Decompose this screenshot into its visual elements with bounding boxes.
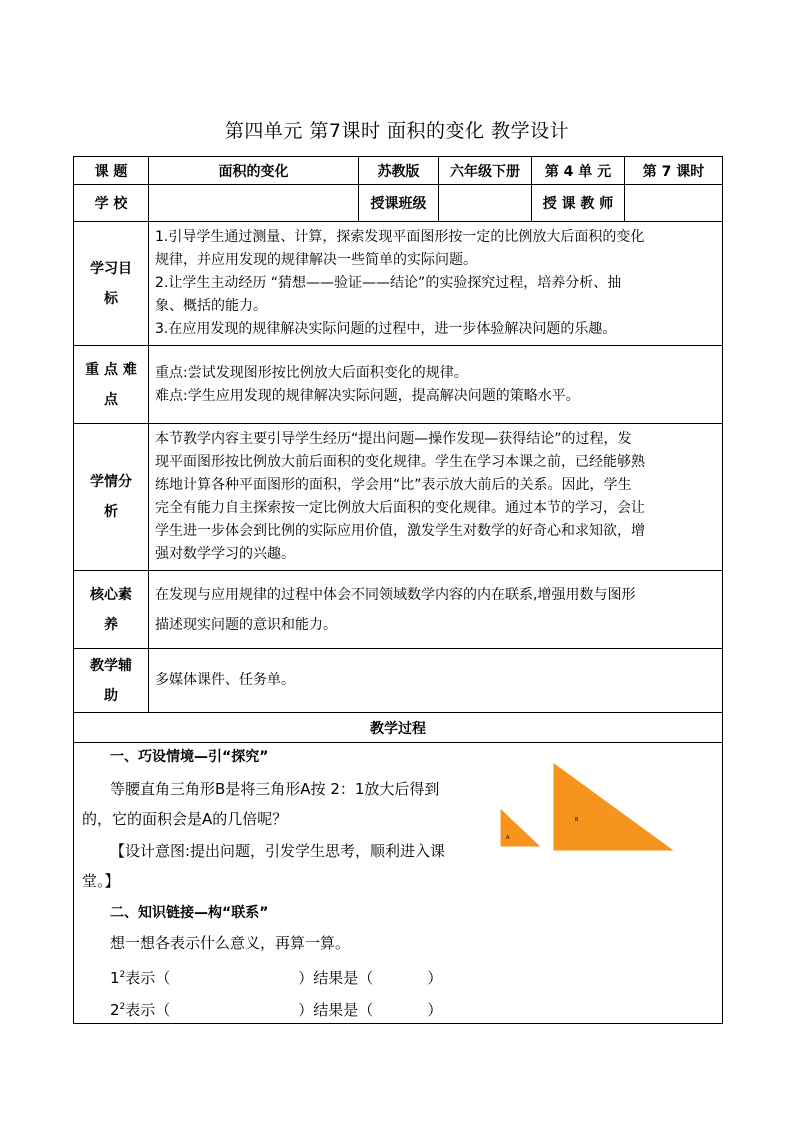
section1-question-line1: 等腰直角三角形B是将三角形A按 2：1放大后得到	[110, 780, 440, 798]
row-key-points	[74, 346, 723, 424]
section1-intent-line1: 【设计意图:提出问题，引发学生思考，顺利进入课	[110, 842, 446, 860]
publisher-value: 苏教版	[359, 157, 439, 185]
section1-title: 一、巧设情境—引“探究”	[110, 749, 269, 765]
class-value	[439, 185, 532, 222]
triangle-a	[500, 809, 540, 847]
school-label: 学 校	[74, 185, 149, 222]
row-aids	[74, 649, 723, 713]
question-1: $1^2$表示（ ）结果是（ ）	[110, 969, 443, 987]
school-value	[149, 185, 359, 222]
grade-value: 六年级下册	[439, 157, 532, 185]
question-2: $2^2$表示（ ）结果是（ ）	[110, 1001, 443, 1019]
teacher-label: 授 课 教 师	[532, 185, 625, 222]
row-school	[74, 185, 723, 222]
triangle-b	[553, 763, 673, 851]
aids-text: 多媒体课件、任务单。	[149, 649, 723, 713]
analysis-label: 学情分 析	[74, 424, 149, 571]
literacy-label: 核心素 养	[74, 571, 149, 649]
section1-intent-line2: 堂。】	[82, 872, 120, 890]
triangle-a-label: A	[506, 835, 510, 841]
teacher-value	[625, 185, 723, 222]
process-header: 教学过程	[74, 713, 723, 743]
row-objectives	[74, 222, 723, 346]
lesson-value: 第 7 课时	[625, 157, 723, 185]
section1-question-line2: 的，它的面积会是A的几倍呢？	[82, 810, 288, 828]
topic-label: 课 题	[74, 157, 149, 185]
key-points-label: 重 点 难 点	[74, 346, 149, 424]
objectives-label: 学习目 标	[74, 222, 149, 346]
lesson-plan-table	[73, 156, 723, 1024]
aids-label: 教学辅 助	[74, 649, 149, 713]
section2-title: 二、知识链接—构“联系”	[110, 905, 269, 921]
key-points-text: 重点:尝试发现图形按比例放大后面积变化的规律。 难点:学生应用发现的规律解决实际问题，提高解决问题的策略水平。	[149, 346, 723, 424]
process-content	[74, 743, 723, 1024]
unit-value: 第 4 单 元	[532, 157, 625, 185]
document-title: 第四单元 第7课时 面积的变化 教学设计	[224, 120, 570, 142]
row-analysis	[74, 424, 723, 571]
row-topic	[74, 157, 723, 185]
topic-value: 面积的变化	[149, 157, 359, 185]
triangle-b-label: B	[575, 817, 579, 823]
row-process-body	[74, 743, 723, 1024]
section2-prompt: 想一想各表示什么意义，再算一算。	[110, 934, 351, 952]
objectives-text: 1.引导学生通过测量、计算，探索发现平面图形按一定的比例放大后面积的变化 规律，并应用发现的规律解决一些简单的实际问题。 2.让学生主动经历 “猜想——验证——结论”的实验探究过程，培养分析、抽 象、概括的能力。 3.在应用发现的规律解决实际问题的过程中，进一步体验解决问题的乐趣。	[149, 222, 723, 346]
class-label: 授课班级	[359, 185, 439, 222]
analysis-text: 本节教学内容主要引导学生经历“提出问题—操作发现—获得结论”的过程，发 现平面图形按比例放大前后面积的变化规律。学生在学习本课之前，已经能够熟 练地计算各种平面图形的面积，学会用“比”表示放大前后的关系。因此，学生 完全有能力自主探索按一定比例放大后面积的变化规律。通过本节的学习，会让 学生进一步体会到比例的实际应用价值，激发学生对数学的好奇心和求知欲，增 强对数学学习的兴趣。	[149, 424, 723, 571]
literacy-text: 在发现与应用规律的过程中体会不同领域数学内容的内在联系,增强用数与图形 描述现实问题的意识和能力。	[149, 571, 723, 649]
row-process-header	[74, 713, 723, 743]
row-literacy	[74, 571, 723, 649]
